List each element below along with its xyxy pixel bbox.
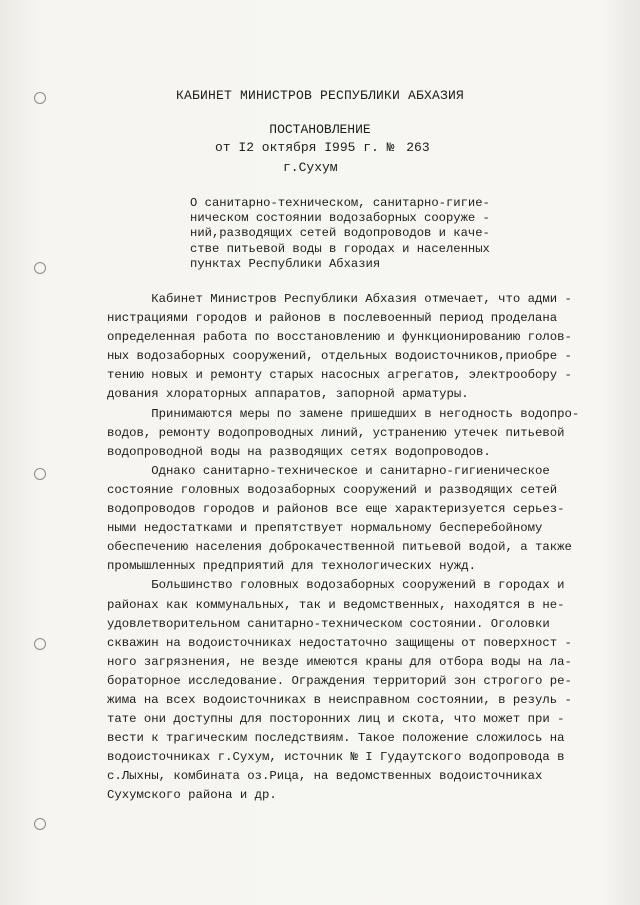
punch-hole-mark xyxy=(34,92,46,104)
body-line: Кабинет Министров Республики Абхазия отмечает, что адми - xyxy=(107,292,572,306)
body-line: промышленных предприятий для технологических нужд. xyxy=(107,559,476,574)
body-line: жима на всех водоисточниках в неисправном состоянии, в резуль - xyxy=(107,692,572,707)
body-line: с.Лыхны, комбината оз.Рица, на ведомственных водоисточниках xyxy=(107,769,543,784)
body-line: Принимаются меры по замене пришедших в негодность водопро- xyxy=(107,406,580,421)
body-line: вести к трагическим последствиям. Такое положение сложилось на xyxy=(107,731,565,746)
decree-label: ПОСТАНОВЛЕНИЕ xyxy=(269,122,371,137)
body-line: Сухумского района и др. xyxy=(107,788,277,803)
body-line: обеспечению населения доброкачественной питьевой водой, а также xyxy=(107,540,572,555)
body-line: Однако санитарно-техническое и санитарно-гигиеническое xyxy=(107,463,550,478)
decree-body xyxy=(107,290,607,806)
punch-hole-mark xyxy=(34,262,46,274)
body-line: удовлетворительном санитарно-техническом состоянии. Оголовки xyxy=(107,616,550,631)
subject-line: ний,разводящих сетей водопроводов и каче- xyxy=(190,226,490,241)
body-line: определенная работа по восстановлению и функционированию голов- xyxy=(107,330,572,345)
decree-date: от I2 октября I995 г. № xyxy=(215,140,395,155)
punch-hole-mark xyxy=(34,468,46,480)
subject-line: стве питьевой воды в городах и населенных xyxy=(190,241,490,256)
body-line: нистрациями городов и районов в послевоенный период проделана xyxy=(107,311,558,326)
body-line: ных водозаборных сооружений, отдельных водоисточников,приобре - xyxy=(107,349,572,364)
cabinet-title: КАБИНЕТ МИНИСТРОВ РЕСПУБЛИКИ АБХАЗИЯ xyxy=(175,88,465,103)
decree-city: г.Сухум xyxy=(283,160,338,175)
body-line: бораторное исследование. Ограждения территорий зон строгого ре- xyxy=(107,673,572,688)
decree-subject xyxy=(190,196,520,272)
body-line: водопроводов городов и районов все еще характеризуется серьез- xyxy=(107,502,565,517)
decree-date-line xyxy=(215,140,455,155)
body-line: Большинство головных водозаборных сооружений в городах и xyxy=(107,578,565,593)
subject-line: пунктах Республики Абхазия xyxy=(190,256,381,271)
body-line: тению новых и ремонту старых насосных агрегатов, электрообору - xyxy=(107,368,572,383)
body-line: ного загрязнения, не везде имеются краны для отбора воды на ла- xyxy=(107,654,572,669)
body-line: водопроводной воды на разводящих сетях водопроводов. xyxy=(107,444,491,459)
body-line: скважин на водоисточниках недостаточно защищены от поверхност - xyxy=(107,635,572,650)
body-line: водов, ремонту водопроводных линий, устранению утечек питьевой xyxy=(107,425,565,440)
subject-line: О санитарно-техническом, санитарно-гигие- xyxy=(190,196,490,210)
body-line: районах как коммунальных, так и ведомственных, находятся в не- xyxy=(107,597,565,612)
body-line: водоисточниках г.Сухум, источник № I Гудаутского водопровода в xyxy=(107,750,565,765)
body-line: ными недостатками и препятствует нормальному бесперебойному xyxy=(107,521,543,536)
body-line: состояние головных водозаборных сооружений и разводящих сетей xyxy=(107,482,558,497)
punch-hole-mark xyxy=(34,818,46,830)
punch-hole-mark xyxy=(34,638,46,650)
subject-line: ническом состоянии водозаборных сооруже - xyxy=(190,211,490,226)
decree-number: 263 xyxy=(406,140,430,155)
body-line: дования хлораторных аппаратов, запорной арматуры. xyxy=(107,387,469,402)
body-line: тате они доступны для посторонних лиц и скота, что может при - xyxy=(107,712,565,727)
